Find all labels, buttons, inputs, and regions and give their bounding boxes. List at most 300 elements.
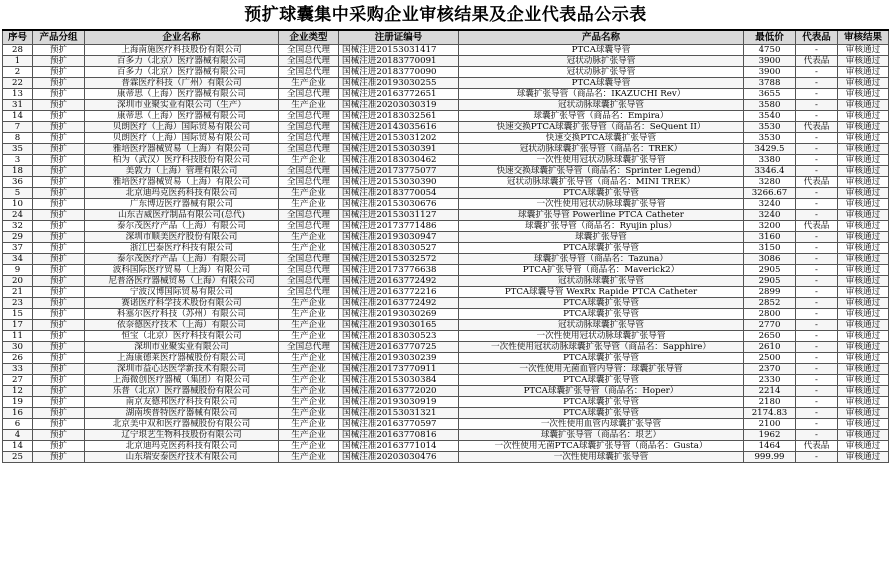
cell-company: 科塞尔医疗科技（苏州）有限公司 [85,309,279,320]
cell-registration: 国械注准20193030947 [339,232,459,243]
table-row [3,56,889,67]
cell-company: 美敦力（上海）管理有限公司 [85,166,279,177]
cell-audit-result: 审核通过 [838,419,889,430]
cell-min-price: 3086 [744,254,796,265]
cell-registration: 国械注进20153030390 [339,177,459,188]
cell-company-type: 全国总代理 [279,265,339,276]
cell-company: 北京美中双和医疗器械股份有限公司 [85,419,279,430]
cell-min-price: 3150 [744,243,796,254]
cell-min-price: 3530 [744,133,796,144]
cell-min-price: 3580 [744,100,796,111]
cell-seq: 33 [3,364,33,375]
cell-representative: - [796,419,838,430]
cell-min-price: 2800 [744,309,796,320]
cell-registration: 国械注准20183030523 [339,331,459,342]
cell-audit-result: 审核通过 [838,331,889,342]
table-row [3,441,889,452]
cell-company-type: 全国总代理 [279,276,339,287]
cell-audit-result: 审核通过 [838,342,889,353]
cell-product-name: 球囊扩张导管（商品名：Ryujin plus） [459,221,744,232]
cell-company-type: 全国总代理 [279,56,339,67]
cell-registration: 国械注进20173776638 [339,265,459,276]
table-row [3,100,889,111]
table-row [3,45,889,56]
cell-seq: 21 [3,287,33,298]
cell-registration: 国械注进20153031202 [339,133,459,144]
cell-product-name: 冠状动脉球囊扩张导管 [459,276,744,287]
cell-company-type: 生产企业 [279,232,339,243]
cell-product-name: PTCA球囊导管 WexRx Rapide PTCA Catheter [459,287,744,298]
table-row [3,353,889,364]
table-row [3,243,889,254]
cell-company: 恒宝（北京）医疗科技有限公司 [85,331,279,342]
cell-company: 雅培医疗器械贸易（上海）有限公司 [85,144,279,155]
cell-product-name: PTCA球囊扩张导管 [459,298,744,309]
cell-audit-result: 审核通过 [838,430,889,441]
cell-company-type: 生产企业 [279,441,339,452]
cell-audit-result: 审核通过 [838,199,889,210]
cell-min-price: 2905 [744,265,796,276]
cell-registration: 国械注准20163772492 [339,298,459,309]
cell-representative: - [796,155,838,166]
table-row [3,375,889,386]
cell-group: 预扩 [33,133,85,144]
cell-min-price: 3655 [744,89,796,100]
cell-company-type: 全国总代理 [279,67,339,78]
cell-audit-result: 审核通过 [838,67,889,78]
cell-audit-result: 审核通过 [838,89,889,100]
cell-seq: 17 [3,320,33,331]
cell-audit-result: 审核通过 [838,45,889,56]
cell-representative: - [796,111,838,122]
cell-group: 预扩 [33,177,85,188]
cell-seq: 25 [3,452,33,463]
cell-group: 预扩 [33,441,85,452]
header-company: 企业名称 [85,30,279,45]
cell-product-name: 冠状动脉扩张导管 [459,67,744,78]
table-row [3,419,889,430]
cell-company: 深圳市顺美医疗股份有限公司 [85,232,279,243]
cell-audit-result: 审核通过 [838,100,889,111]
cell-representative: - [796,166,838,177]
cell-representative: - [796,397,838,408]
cell-seq: 14 [3,441,33,452]
cell-company: 泰尔茂医疗产品（上海）有限公司 [85,221,279,232]
cell-product-name: PTCA球囊扩张导管 [459,243,744,254]
cell-audit-result: 审核通过 [838,441,889,452]
cell-group: 预扩 [33,419,85,430]
document-title: 预扩球囊集中采购企业审核结果及企业代表品公示表 [244,5,647,25]
table-row [3,342,889,353]
cell-audit-result: 审核通过 [838,320,889,331]
cell-product-name: 一次性使用血管内球囊扩张导管 [459,419,744,430]
cell-representative: - [796,430,838,441]
cell-seq: 15 [3,309,33,320]
cell-min-price: 3240 [744,199,796,210]
cell-company: 贝朗医疗（上海）国际贸易有限公司 [85,122,279,133]
cell-audit-result: 审核通过 [838,397,889,408]
header-audit-result: 审核结果 [838,30,889,45]
cell-company-type: 生产企业 [279,78,339,89]
cell-company: 百多力（北京）医疗器械有限公司 [85,67,279,78]
cell-product-name: 球囊扩张导管（商品名：Tazuna） [459,254,744,265]
cell-seq: 14 [3,111,33,122]
cell-group: 预扩 [33,287,85,298]
cell-group: 预扩 [33,111,85,122]
cell-product-name: 一次性使用冠状动脉球囊扩张导管 [459,199,744,210]
cell-seq: 31 [3,100,33,111]
cell-company-type: 全国总代理 [279,287,339,298]
cell-representative: - [796,331,838,342]
cell-group: 预扩 [33,122,85,133]
cell-seq: 22 [3,78,33,89]
cell-audit-result: 审核通过 [838,353,889,364]
cell-representative: - [796,78,838,89]
cell-min-price: 2905 [744,276,796,287]
cell-company: 乐普（北京）医疗器械股份有限公司 [85,386,279,397]
cell-registration: 国械注进20153030391 [339,144,459,155]
cell-company-type: 生产企业 [279,375,339,386]
cell-representative: - [796,265,838,276]
cell-audit-result: 审核通过 [838,276,889,287]
cell-seq: 35 [3,144,33,155]
cell-representative: - [796,342,838,353]
header-company-type: 企业类型 [279,30,339,45]
cell-company-type: 生产企业 [279,353,339,364]
cell-representative: - [796,408,838,419]
cell-audit-result: 审核通过 [838,386,889,397]
cell-group: 预扩 [33,353,85,364]
cell-representative: - [796,276,838,287]
cell-audit-result: 审核通过 [838,177,889,188]
cell-company-type: 生产企业 [279,430,339,441]
cell-product-name: 冠状动脉球囊扩张导管 [459,100,744,111]
cell-product-name: 球囊扩张导管（商品名：垠艺） [459,430,744,441]
table-row [3,430,889,441]
cell-representative: - [796,298,838,309]
cell-representative: - [796,188,838,199]
cell-company-type: 生产企业 [279,419,339,430]
cell-registration: 国械注准20163772020 [339,386,459,397]
cell-seq: 30 [3,342,33,353]
cell-audit-result: 审核通过 [838,375,889,386]
cell-min-price: 2370 [744,364,796,375]
cell-product-name: PTCA球囊导管 [459,45,744,56]
cell-seq: 1 [3,56,33,67]
cell-product-name: 一次性使用冠状动脉球囊扩张导管 [459,155,744,166]
cell-min-price: 3540 [744,111,796,122]
cell-seq: 16 [3,408,33,419]
table-row [3,331,889,342]
cell-company-type: 生产企业 [279,331,339,342]
header-representative: 代表品 [796,30,838,45]
cell-audit-result: 审核通过 [838,287,889,298]
cell-representative: - [796,243,838,254]
cell-representative: - [796,386,838,397]
cell-product-name: 一次性使用冠状动脉球囊扩张导管（商品名：Sapphire） [459,342,744,353]
cell-group: 预扩 [33,342,85,353]
cell-group: 预扩 [33,254,85,265]
cell-product-name: 一次性使用无菌血管内导管：球囊扩张导管 [459,364,744,375]
cell-seq: 20 [3,276,33,287]
header-registration: 注册证编号 [339,30,459,45]
cell-representative: - [796,452,838,463]
table-row [3,309,889,320]
cell-representative: - [796,210,838,221]
cell-audit-result: 审核通过 [838,243,889,254]
cell-company-type: 全国总代理 [279,166,339,177]
cell-product-name: 冠状动脉球囊扩张导管（商品名：TREK） [459,144,744,155]
cell-company: 北京迪玛克医药科技有限公司 [85,441,279,452]
cell-min-price: 4750 [744,45,796,56]
table-row [3,298,889,309]
cell-audit-result: 审核通过 [838,210,889,221]
cell-group: 预扩 [33,100,85,111]
cell-group: 预扩 [33,243,85,254]
cell-registration: 国械注进20163772492 [339,276,459,287]
cell-registration: 国械注进20183770090 [339,67,459,78]
cell-company-type: 生产企业 [279,199,339,210]
cell-company-type: 全国总代理 [279,177,339,188]
cell-representative: - [796,320,838,331]
cell-min-price: 2899 [744,287,796,298]
cell-product-name: 一次性使用球囊扩张导管 [459,452,744,463]
cell-audit-result: 审核通过 [838,188,889,199]
cell-seq: 29 [3,232,33,243]
cell-min-price: 2852 [744,298,796,309]
cell-min-price: 2100 [744,419,796,430]
cell-company: 宁波汉博国际贸易有限公司 [85,287,279,298]
table-row [3,177,889,188]
cell-registration: 国械注准20193030239 [339,353,459,364]
cell-group: 预扩 [33,452,85,463]
cell-seq: 8 [3,133,33,144]
cell-company: 赛诺医疗科学技术股份有限公司 [85,298,279,309]
cell-min-price: 2214 [744,386,796,397]
cell-min-price: 2650 [744,331,796,342]
cell-product-name: 快速交换球囊扩张导管（商品名：Sprinter Legend） [459,166,744,177]
cell-min-price: 999.99 [744,452,796,463]
cell-product-name: 冠状动脉球囊扩张导管（商品名：MINI TREK） [459,177,744,188]
cell-seq: 4 [3,430,33,441]
cell-company: 深圳市益心达医学新技术有限公司 [85,364,279,375]
cell-group: 预扩 [33,364,85,375]
cell-registration: 国械注准20163771014 [339,441,459,452]
cell-group: 预扩 [33,78,85,89]
cell-representative: 代表品 [796,56,838,67]
cell-group: 预扩 [33,397,85,408]
cell-group: 预扩 [33,386,85,397]
cell-company: 普霖医疗科技（广州）有限公司 [85,78,279,89]
cell-product-name: 冠状动脉扩张导管 [459,56,744,67]
cell-representative: - [796,375,838,386]
cell-audit-result: 审核通过 [838,309,889,320]
cell-company-type: 全国总代理 [279,221,339,232]
cell-audit-result: 审核通过 [838,298,889,309]
cell-company: 泰尔茂医疗产品（上海）有限公司 [85,254,279,265]
cell-company-type: 全国总代理 [279,133,339,144]
cell-registration: 国械注进20183770091 [339,56,459,67]
cell-company: 柏为（武汉）医疗科技股份有限公司 [85,155,279,166]
table-row [3,166,889,177]
cell-audit-result: 审核通过 [838,166,889,177]
cell-product-name: PTCA球囊导管 [459,78,744,89]
cell-registration: 国械注准20203030319 [339,100,459,111]
cell-audit-result: 审核通过 [838,254,889,265]
cell-company-type: 全国总代理 [279,111,339,122]
cell-company: 浙江巴泰医疗科技有限公司 [85,243,279,254]
cell-seq: 34 [3,254,33,265]
cell-group: 预扩 [33,67,85,78]
cell-company-type: 生产企业 [279,155,339,166]
cell-seq: 24 [3,210,33,221]
cell-registration: 国械注进20173771486 [339,221,459,232]
cell-registration: 国械注进20153031417 [339,45,459,56]
cell-product-name: PTCA球囊扩张导管 [459,188,744,199]
header-seq: 序号 [3,30,33,45]
cell-audit-result: 审核通过 [838,56,889,67]
cell-representative: 代表品 [796,122,838,133]
cell-audit-result: 审核通过 [838,221,889,232]
cell-registration: 国械注准20183030462 [339,155,459,166]
cell-company-type: 全国总代理 [279,45,339,56]
cell-registration: 国械注准20193030165 [339,320,459,331]
cell-min-price: 2770 [744,320,796,331]
table-row [3,265,889,276]
cell-registration: 国械注进20163772216 [339,287,459,298]
cell-company: 上海微创医疗器械（集团）有限公司 [85,375,279,386]
cell-company: 辽宁垠艺生物科技股份有限公司 [85,430,279,441]
cell-min-price: 3429.5 [744,144,796,155]
cell-audit-result: 审核通过 [838,144,889,155]
cell-company: 依奈德医疗技术（上海）有限公司 [85,320,279,331]
cell-product-name: 一次性使用冠状动脉球囊扩张导管 [459,331,744,342]
cell-representative: - [796,232,838,243]
cell-company-type: 全国总代理 [279,342,339,353]
audit-results-table [2,29,889,463]
cell-company: 北京迪玛克医药科技有限公司 [85,188,279,199]
cell-seq: 5 [3,188,33,199]
cell-product-name: 球囊扩张导管 [459,232,744,243]
cell-seq: 13 [3,89,33,100]
cell-seq: 36 [3,177,33,188]
cell-registration: 国械注准20163770816 [339,430,459,441]
cell-audit-result: 审核通过 [838,133,889,144]
cell-representative: - [796,133,838,144]
cell-representative: 代表品 [796,441,838,452]
cell-group: 预扩 [33,188,85,199]
cell-company-type: 生产企业 [279,452,339,463]
cell-min-price: 1464 [744,441,796,452]
cell-registration: 国械注准20193030269 [339,309,459,320]
table-row [3,452,889,463]
table-body [3,45,889,463]
cell-seq: 26 [3,353,33,364]
cell-company: 雅培医疗器械贸易（上海）有限公司 [85,177,279,188]
cell-group: 预扩 [33,331,85,342]
cell-min-price: 2174.83 [744,408,796,419]
cell-company-type: 全国总代理 [279,89,339,100]
cell-seq: 6 [3,419,33,430]
cell-seq: 37 [3,243,33,254]
cell-representative: 代表品 [796,221,838,232]
cell-product-name: PTCA球囊扩张导管（商品名：Hoper） [459,386,744,397]
cell-representative: - [796,254,838,265]
cell-company: 尼普洛医疗器械贸易（上海）有限公司 [85,276,279,287]
cell-min-price: 1962 [744,430,796,441]
cell-audit-result: 审核通过 [838,111,889,122]
table-row [3,397,889,408]
table-row [3,155,889,166]
cell-product-name: PTCA球囊扩张导管 [459,353,744,364]
table-row [3,199,889,210]
cell-seq: 23 [3,298,33,309]
cell-company: 上海康德莱医疗器械股份有限公司 [85,353,279,364]
cell-min-price: 2180 [744,397,796,408]
cell-representative: - [796,100,838,111]
cell-registration: 国械注进20163772651 [339,89,459,100]
cell-company-type: 全国总代理 [279,254,339,265]
cell-product-name: PTCA球囊扩张导管 [459,309,744,320]
cell-company-type: 生产企业 [279,309,339,320]
table-row [3,133,889,144]
cell-min-price: 2500 [744,353,796,364]
cell-representative: - [796,199,838,210]
table-row [3,320,889,331]
cell-representative: - [796,364,838,375]
table-row [3,386,889,397]
cell-group: 预扩 [33,166,85,177]
cell-registration: 国械注进20153032572 [339,254,459,265]
table-row [3,364,889,375]
cell-company: 广东博迈医疗器械有限公司 [85,199,279,210]
cell-company: 南京友德邦医疗科技有限公司 [85,397,279,408]
cell-company-type: 生产企业 [279,298,339,309]
cell-min-price: 3160 [744,232,796,243]
cell-company-type: 生产企业 [279,408,339,419]
cell-company: 康蒂思（上海）医疗器械有限公司 [85,89,279,100]
cell-seq: 32 [3,221,33,232]
cell-group: 预扩 [33,430,85,441]
cell-company: 贝朗医疗（上海）国际贸易有限公司 [85,133,279,144]
cell-company-type: 全国总代理 [279,144,339,155]
cell-representative: - [796,287,838,298]
cell-min-price: 3240 [744,210,796,221]
cell-company: 深圳市业聚实业有限公司（生产） [85,100,279,111]
cell-seq: 12 [3,386,33,397]
cell-company: 波科国际医疗贸易（上海）有限公司 [85,265,279,276]
cell-min-price: 3900 [744,67,796,78]
header-min-price: 最低价 [744,30,796,45]
cell-min-price: 2610 [744,342,796,353]
cell-group: 预扩 [33,232,85,243]
cell-company-type: 生产企业 [279,100,339,111]
cell-product-name: 快速交换PTCA球囊扩张导管 [459,133,744,144]
cell-min-price: 2330 [744,375,796,386]
cell-seq: 28 [3,45,33,56]
table-row [3,276,889,287]
cell-group: 预扩 [33,45,85,56]
cell-company-type: 生产企业 [279,243,339,254]
cell-seq: 9 [3,265,33,276]
cell-product-name: PTCA球囊扩张导管 [459,397,744,408]
cell-min-price: 3788 [744,78,796,89]
cell-group: 预扩 [33,56,85,67]
cell-company: 康蒂思（上海）医疗器械有限公司 [85,111,279,122]
header-product-name: 产品名称 [459,30,744,45]
table-row [3,144,889,155]
cell-group: 预扩 [33,210,85,221]
